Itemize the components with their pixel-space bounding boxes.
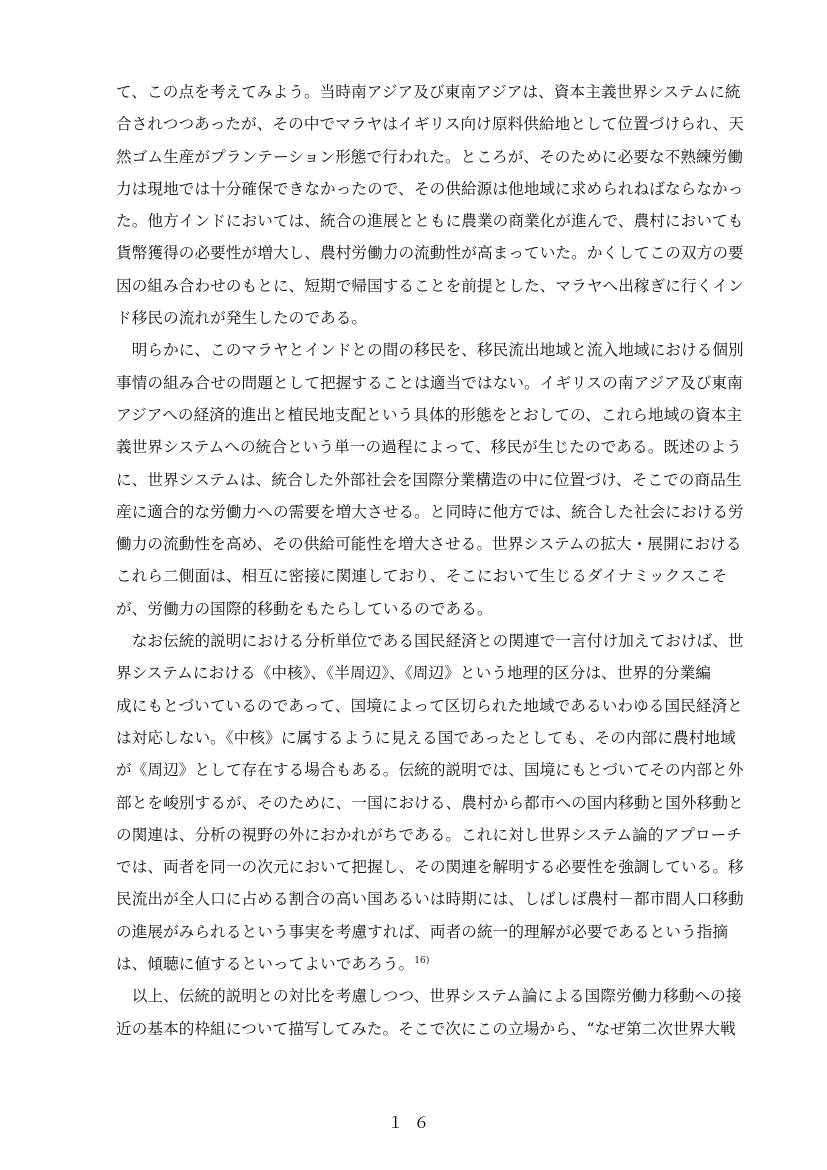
text-line: 力は現地では十分確保できなかったので、その供給源は他地域に求められねばならなかっ: [116, 179, 744, 198]
text-line: なお伝統的説明における分析単位である国民経済との関連で一言付け加えておけば、世: [116, 632, 744, 651]
paragraph-2: [116, 334, 768, 625]
text-line: 働力の流動性を高め、その供給可能性を増大させる。世界システムの拡大・展開における: [116, 535, 742, 554]
text-line: 成にもとづいているのであって、国境によって区切られた地域であるいわゆる国民経済と: [116, 696, 743, 715]
paragraph-3: [116, 625, 768, 980]
text-line: [116, 948, 768, 980]
text-line: 因の組み合わせのもとに、短期で帰国することを前提とした、マラヤへ出稼ぎに行くイン: [116, 276, 744, 295]
text-line: 然ゴム生産がプランテーション形態で行われた。ところが、そのために必要な不熟練労働: [116, 147, 744, 166]
text-line: て、この点を考えてみよう。当時南アジア及び東南アジアは、資本主義世界システムに統: [116, 83, 741, 101]
text-line: の関連は、分析の視野の外におかれがちである。これに対し世界システム論的アプローチ: [116, 825, 743, 844]
paragraph-4: [116, 980, 768, 1045]
text-line: 合されつつあったが、その中でマラヤはイギリス向け原料供給地として位置づけられ、天: [116, 115, 744, 134]
text-line: これら二側面は、相互に密接に関連しており、そこにおいて生じるダイナミックスこそ: [116, 567, 728, 586]
text-line: 明らかに、このマラヤとインドとの間の移民を、移民流出地域と流入地域における個別: [116, 341, 744, 360]
text-line-content: は、傾聴に値するといってよいであろう。: [116, 955, 415, 974]
text-line: ド移民の流れが発生したのである。: [116, 309, 368, 328]
text-line: に、世界システムは、統合した外部社会を国際分業構造の中に位置づけ、そこでの商品生: [116, 470, 742, 489]
text-line: の進展がみられるという事実を考慮すれば、両者の統一的理解が必要であるという指摘: [116, 922, 729, 941]
text-line: 民流出が全人口に占める割合の高い国あるいは時期には、しばしば農村－都市間人口移動: [116, 890, 744, 909]
footnote-reference[interactable]: 16): [414, 955, 430, 966]
text-line: アジアへの経済的進出と植民地支配という具体的形態をとおしての、これら地域の資本主: [116, 405, 743, 424]
text-line: が《周辺》として存在する場合もある。伝統的説明では、国境にもとづいてその内部と外: [116, 761, 744, 780]
text-line: では、両者を同一の次元において把握し、その関連を解明する必要性を強調している。移: [116, 858, 744, 877]
text-line: 界システムにおける《中核》、《半周辺》、《周辺》という地理的区分は、世界的分業編: [116, 664, 711, 683]
text-line: 貨幣獲得の必要性が増大し、農村労働力の流動性が高まっていた。かくしてこの双方の要: [116, 244, 744, 263]
text-line: 義世界システムへの統合という単一の過程によって、移民が生じたのである。既述のよう: [116, 438, 742, 457]
text-line: 産に適合的な労働力への需要を増大させる。と同時に他方では、統合した社会における労: [116, 502, 744, 521]
paragraph-1: [116, 76, 768, 334]
text-line: 近の基本的枠組について描写してみた。そこで次にこの立場から、“なぜ第二次世界大戦: [116, 1019, 736, 1038]
text-line: た。他方インドにおいては、統合の進展とともに農業の商業化が進んで、農村においても: [116, 212, 744, 231]
page-number: １６: [387, 1113, 440, 1132]
text-line: 事情の組み合せの問題として把握することは適当ではない。イギリスの南アジア及び東南: [116, 373, 743, 392]
body-text: [116, 76, 768, 1045]
text-line: は対応しない。《中核》に属するように見える国であったとしても、その内部に農村地域: [116, 728, 736, 747]
text-line: 部とを峻別するが、そのために、一国における、農村から都市への国内移動と国外移動と: [116, 793, 744, 812]
text-line: 以上、伝統的説明との対比を考慮しつつ、世界システム論による国際労働力移動への接: [116, 987, 742, 1006]
text-line: が、労働力の国際的移動をもたらしているのである。: [116, 599, 493, 618]
